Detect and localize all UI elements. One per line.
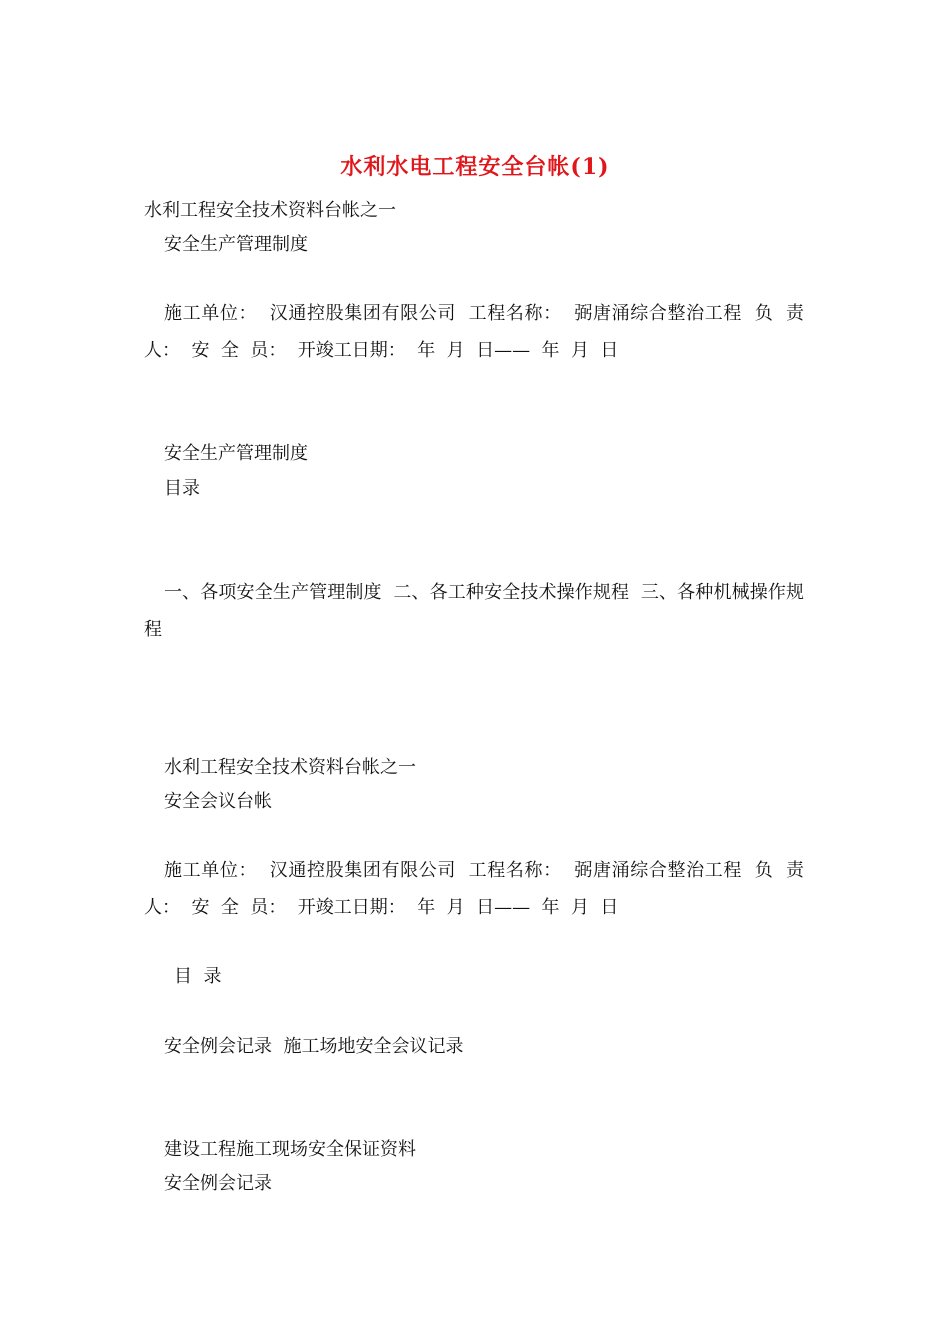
section2-series: 水利工程安全技术资料台帐之一	[164, 757, 416, 778]
section1-heading: 安全生产管理制度	[164, 443, 308, 464]
section2-toc-label: 目 录	[174, 966, 222, 987]
section1-series: 水利工程安全技术资料台帐之一	[144, 200, 396, 221]
section3-heading: 建设工程施工现场安全保证资料	[164, 1139, 416, 1160]
section1-subtitle: 安全生产管理制度	[164, 234, 308, 255]
section3-subtitle: 安全例会记录	[164, 1173, 272, 1194]
section1-toc-items: 一、各项安全生产管理制度 二、各工种安全技术操作规程 三、各种机械操作规程	[144, 582, 804, 640]
document-title: 水利水电工程安全台帐(1)	[340, 154, 610, 180]
section2-toc-items: 安全例会记录 施工场地安全会议记录	[164, 1036, 464, 1057]
section2-subtitle: 安全会议台帐	[164, 791, 272, 812]
section1-info: 施工单位： 汉通控股集团有限公司 工程名称： 弼唐涌综合整治工程 负 责人： 安 全 员： 开竣工日期： 年 月 日—— 年 月 日	[144, 303, 804, 361]
section1-toc-label: 目录	[164, 478, 200, 499]
section2-info: 施工单位： 汉通控股集团有限公司 工程名称： 弼唐涌综合整治工程 负 责人： 安 全 员： 开竣工日期： 年 月 日—— 年 月 日	[144, 860, 804, 918]
